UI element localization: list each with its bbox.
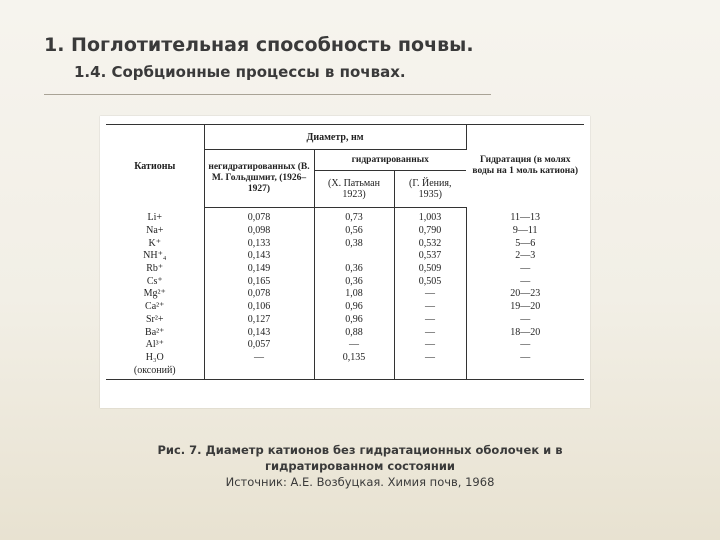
cell-hydrated-a: 0,36: [314, 275, 394, 288]
cell-hydrated-a: 0,88: [314, 326, 394, 339]
figure-caption: [100, 442, 620, 474]
cell-hydrated-a: 0,135: [314, 352, 394, 365]
table-row: [106, 225, 584, 238]
table-row: [106, 250, 584, 263]
cell-cation: Al³⁺: [106, 339, 204, 352]
cell-hydrated-b: —: [394, 314, 466, 327]
cell-hydrated-a: 1,08: [314, 288, 394, 301]
caption-line-1: Рис. 7. Диаметр катионов без гидратационных оболочек и в: [157, 443, 563, 457]
cell-hydrated-b: 0,537: [394, 250, 466, 263]
cell-non-hydrated: 0,143: [204, 326, 314, 339]
cell-hydrated-a: 0,73: [314, 208, 394, 225]
table-row: [106, 314, 584, 327]
cell-non-hydrated: 0,078: [204, 208, 314, 225]
cell-cation: Rb⁺: [106, 263, 204, 276]
cell-hydrated-b: 0,532: [394, 237, 466, 250]
cell-non-hydrated: 0,078: [204, 288, 314, 301]
table-row: [106, 339, 584, 352]
table-body: [106, 208, 584, 380]
cell-non-hydrated: 0,127: [204, 314, 314, 327]
cell-hydrated-a: 0,96: [314, 301, 394, 314]
cell-hydration: 2—3: [515, 250, 536, 262]
cell-hydration: 20—23: [510, 288, 541, 300]
cell-non-hydrated: 0,165: [204, 275, 314, 288]
cell-hydrated-a: 0,96: [314, 314, 394, 327]
cell-hydrated-b: —: [394, 301, 466, 314]
cell-hydrated-a: 0,56: [314, 225, 394, 238]
cell-hydrated-a: [314, 250, 394, 263]
cell-non-hydrated: —: [204, 352, 314, 365]
cell-hydrated-b: 0,505: [394, 275, 466, 288]
cell-hydration: 9—11: [512, 225, 538, 237]
cell-hydrated-a: [314, 364, 394, 379]
table-row: [106, 288, 584, 301]
table-row: [106, 208, 584, 225]
cell-hydration: 11—13: [510, 212, 541, 224]
cell-non-hydrated: 0,106: [204, 301, 314, 314]
cell-cation: Ca²⁺: [106, 301, 204, 314]
cell-hydration: —: [520, 351, 531, 363]
table-figure: [100, 116, 590, 408]
header-source-b: (Г. Йения, 1935): [394, 171, 466, 208]
cell-non-hydrated: 0,143: [204, 250, 314, 263]
table-row: [106, 263, 584, 276]
header-diameter: Диаметр, нм: [204, 125, 466, 150]
cell-hydrated-a: 0,38: [314, 237, 394, 250]
cell-hydrated-a: 0,36: [314, 263, 394, 276]
cell-hydrated-b: —: [394, 339, 466, 352]
table-row: [106, 364, 584, 379]
cell-cation: Cs⁺: [106, 275, 204, 288]
cell-hydrated-b: —: [394, 326, 466, 339]
cell-hydration: —: [520, 339, 531, 351]
cell-cation: K⁺: [106, 237, 204, 250]
cell-hydrated-b: 1,003: [394, 208, 466, 225]
cell-cation: NH⁺₄: [106, 250, 204, 263]
header-hydrated: гидратированных: [314, 150, 466, 171]
cell-cation: Na+: [106, 225, 204, 238]
cell-cation: Ba²⁺: [106, 326, 204, 339]
cell-non-hydrated: 0,149: [204, 263, 314, 276]
caption-line-2: гидратированном состоянии: [265, 459, 455, 473]
cell-cation: H₃O: [106, 352, 204, 365]
cell-cation: Mg²⁺: [106, 288, 204, 301]
cell-hydrated-b: —: [394, 352, 466, 365]
table-row: [106, 352, 584, 365]
cell-non-hydrated: 0,098: [204, 225, 314, 238]
table-row: [106, 275, 584, 288]
table-row: [106, 237, 584, 250]
cell-hydration: 18—20: [510, 326, 541, 338]
title-divider: [44, 94, 491, 95]
cation-diameter-table: [106, 124, 584, 380]
header-hydration: Гидратация (в молях воды на 1 моль катиона): [466, 125, 584, 208]
cell-hydrated-b: [394, 364, 466, 379]
cell-hydration: 19—20: [510, 301, 541, 313]
cell-non-hydrated: 0,133: [204, 237, 314, 250]
header-cations: Катионы: [106, 125, 204, 208]
slide-subtitle: 1.4. Сорбционные процессы в почвах.: [74, 63, 406, 81]
cell-hydration: —: [520, 263, 531, 275]
header-non-hydrated: негидратированных (В. М. Гольдшмит, (1926–1927): [204, 150, 314, 208]
cell-cation: Sr²+: [106, 314, 204, 327]
cell-hydration: —: [520, 275, 531, 287]
header-source-a: (Х. Патьман 1923): [314, 171, 394, 208]
cell-hydrated-b: 0,509: [394, 263, 466, 276]
cell-hydration: 5—6: [515, 237, 536, 249]
cell-cation: (оксоний): [106, 364, 204, 379]
cell-hydrated-a: —: [314, 339, 394, 352]
cell-cation: Li+: [106, 208, 204, 225]
cell-hydration: [466, 364, 584, 379]
table-row: [106, 301, 584, 314]
cell-hydration: —: [520, 313, 531, 325]
table-wrap: [106, 124, 584, 402]
cell-hydrated-b: —: [394, 288, 466, 301]
cell-non-hydrated: [204, 364, 314, 379]
cell-non-hydrated: 0,057: [204, 339, 314, 352]
figure-source: Источник: А.Е. Возбуцкая. Химия почв, 1968: [225, 475, 495, 489]
cell-hydrated-b: 0,790: [394, 225, 466, 238]
slide-title: 1. Поглотительная способность почвы.: [44, 34, 474, 56]
table-row: [106, 326, 584, 339]
